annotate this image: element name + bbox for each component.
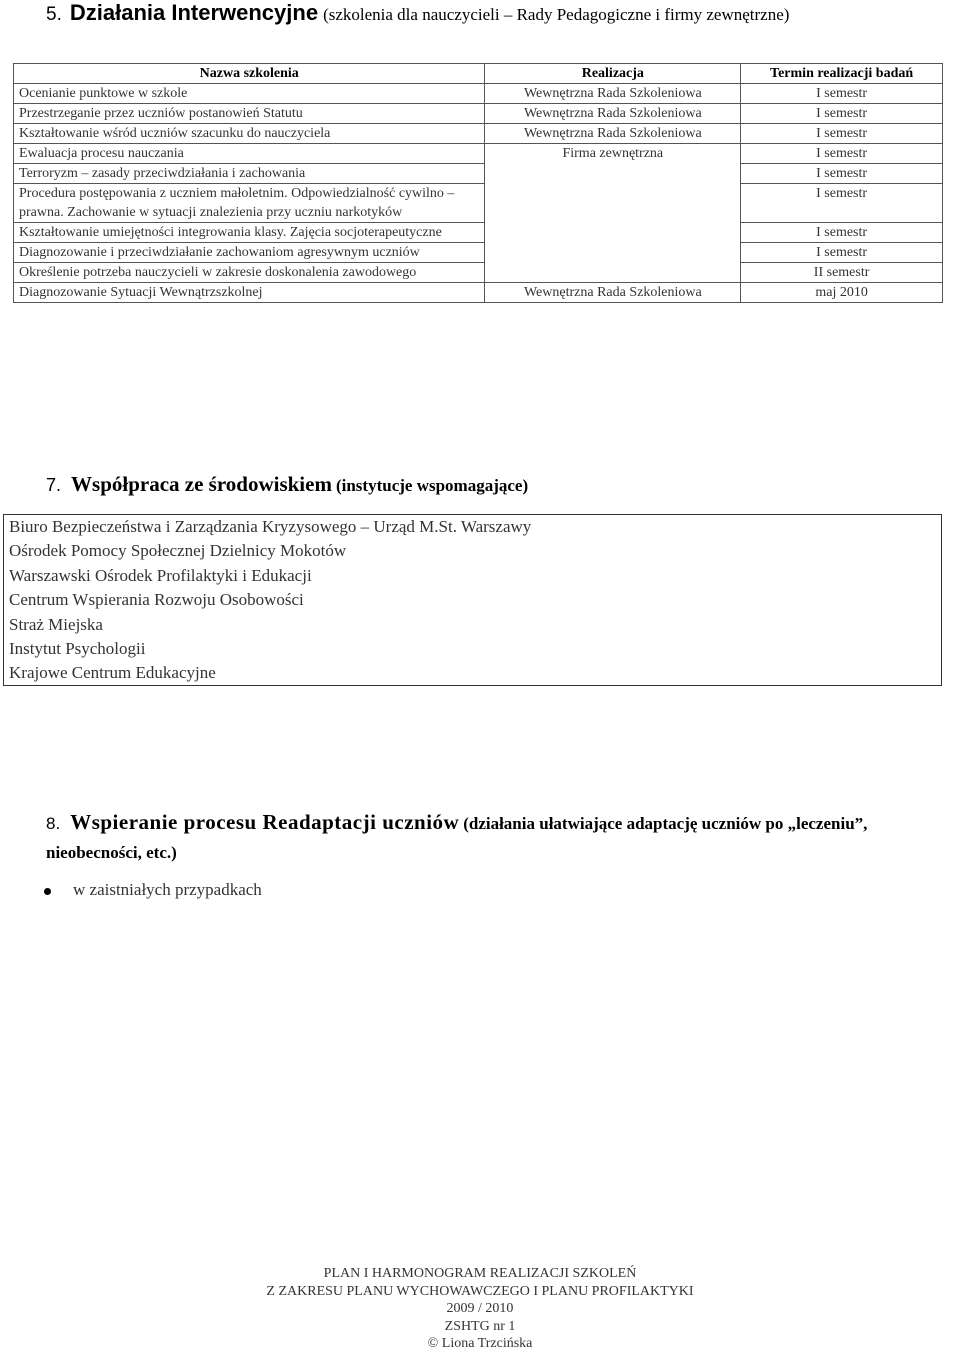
institutions-list [3,514,942,686]
table-row [14,243,943,263]
list-item: Biuro Bezpieczeństwa i Zarządzania Kryzysowego – Urząd M.St. Warszawy [9,517,532,536]
cell-termin: II semestr [741,263,943,283]
cell-realizacja: Wewnętrzna Rada Szkoleniowa [485,124,741,144]
cell-termin: I semestr [741,243,943,263]
list-item: Krajowe Centrum Edukacyjne [9,663,216,683]
list-item: Centrum Wspierania Rozwoju Osobowości [9,590,304,610]
footer-line: Z ZAKRESU PLANU WYCHOWAWCZEGO I PLANU PROFILAKTYKI [266,1283,694,1299]
table-row [14,263,943,283]
page-footer [0,1265,960,1353]
footer-copyright: © Liona Trzcińska [427,1336,533,1351]
cell-name: Ewaluacja procesu nauczania [14,144,485,164]
section-5-heading [46,0,789,26]
section-5-title: Działania Interwencyjne [69,0,319,25]
table-row [14,124,943,144]
cell-termin: I semestr [741,184,943,223]
list-item: Ośrodek Pomocy Społecznej Dzielnicy Mokotów [9,541,347,561]
table-row [14,164,943,184]
cell-name: Określenie potrzeba nauczycieli w zakresie doskonalenia zawodowego [14,263,485,283]
table-row [14,84,943,104]
cell-name: Przestrzeganie przez uczniów postanowień Statutu [14,104,485,124]
footer-line: PLAN I HARMONOGRAM REALIZACJI SZKOLEŃ [323,1266,637,1281]
section-7-number: 7. [46,475,62,495]
table-row [14,144,943,164]
section-7-heading [46,472,528,497]
section-7-title: Współpraca ze środowiskiem [71,472,332,496]
cell-realizacja: Wewnętrzna Rada Szkoleniowa [485,84,741,104]
footer-line: ZSHTG nr 1 [444,1318,516,1334]
cell-termin: I semestr [741,223,943,243]
section-5-subtitle: (szkolenia dla nauczycieli – Rady Pedagogiczne i firmy zewnętrzne) [323,5,790,24]
section-8-title: Wspieranie procesu Readaptacji uczniów [70,810,460,834]
header-nazwa: Nazwa szkolenia [14,64,485,84]
footer-line: 2009 / 2010 [446,1301,514,1316]
section-8-number: 8. [46,814,61,833]
cell-realizacja: Wewnętrzna Rada Szkoleniowa [485,104,741,124]
table-header-row [14,64,943,84]
list-item: Warszawski Ośrodek Profilaktyki i Edukacji [9,565,312,585]
cell-termin: I semestr [741,144,943,164]
cell-realizacja-merged: Firma zewnętrzna [485,144,741,283]
cell-name: Diagnozowanie Sytuacji Wewnątrzszkolnej [14,283,485,303]
table-row [14,223,943,243]
cell-name: Kształtowanie wśród uczniów szacunku do nauczyciela [14,124,485,144]
cell-name: Procedura postępowania z uczniem małoletnim. Odpowiedzialność cywilno – prawna. Zachowanie w sytuacji znalezienia przy uczniu narkotyków [14,184,485,223]
cell-realizacja: Wewnętrzna Rada Szkoleniowa [485,283,741,303]
training-table [13,63,943,303]
section-5-number: 5. [46,4,62,25]
header-realizacja: Realizacja [485,64,741,84]
list-item: Straż Miejska [9,614,103,634]
table-row [14,283,943,303]
table-row [14,104,943,124]
section-8-subtitle: (działania ułatwiające adaptację uczniów po „leczeniu”, nieobecności, etc.) [46,814,868,862]
cell-termin: maj 2010 [741,283,943,303]
section-8-heading [46,808,955,868]
cell-termin: I semestr [741,164,943,184]
cell-name: Kształtowanie umiejętności integrowania klasy. Zajęcia socjoterapeutyczne [14,223,485,243]
cell-termin: I semestr [741,124,943,144]
cell-termin: I semestr [741,84,943,104]
bullet-text: w zaistniałych przypadkach [73,880,262,899]
list-item: Instytut Psychologii [9,638,146,658]
table-row [14,184,943,223]
section-7-subtitle: (instytucje wspomagające) [335,476,529,495]
cell-name: Ocenianie punktowe w szkole [14,84,485,104]
cell-termin: I semestr [741,104,943,124]
cell-name: Terroryzm – zasady przeciwdziałania i zachowania [14,164,485,184]
cell-name: Diagnozowanie i przeciwdziałanie zachowaniom agresywnym uczniów [14,243,485,263]
header-termin: Termin realizacji badań [741,64,943,84]
bullet-icon [44,888,51,895]
bullet-list-item [44,880,262,900]
